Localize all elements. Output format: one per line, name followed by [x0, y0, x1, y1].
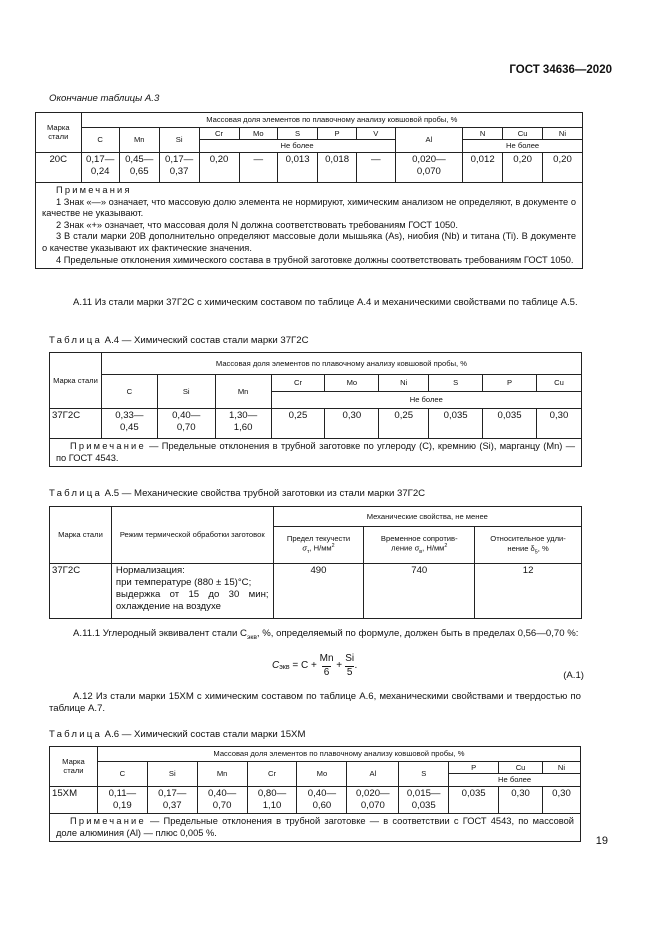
cell-p: 0,018 — [318, 152, 357, 182]
table-row — [50, 786, 581, 813]
table-row — [50, 409, 582, 439]
cell-c: 0,33— 0,45 — [101, 409, 157, 439]
col-elongation-header: Относительное удли- нение $\delta_5$, % — [475, 527, 582, 564]
cell-cu: 0,30 — [499, 786, 543, 813]
cell-mo: 0,40— 0,60 — [297, 786, 347, 813]
col-v: V — [357, 128, 395, 140]
table-a5-caption: Таблица А.5 — Механические свойства трубной заготовки из стали марки 37Г2С — [49, 488, 426, 499]
cell-mode: Нормализация: при температуре (880 ± 15)°C; выдержка от 15 до 30 мин; охлаждение на воздухе — [111, 564, 273, 619]
table-note: Примечание — Предельные отклонения в трубной заготовке по углероду (C), кремнию (Si), марганцу (Mn) — по ГОСТ 4543. — [50, 439, 582, 467]
cell-s: 0,013 — [278, 152, 318, 182]
table-a6 — [49, 746, 581, 842]
col-cu: Cu — [499, 762, 543, 774]
fraction-mn: $\frac{Mn}{6}$ — [319, 653, 334, 678]
col-cu: Cu — [537, 375, 582, 392]
cell-mo: — — [239, 152, 278, 182]
page-number: 19 — [595, 835, 608, 848]
cell-mo: 0,30 — [325, 409, 379, 439]
col-c: C — [81, 128, 119, 153]
cell-al: 0,020— 0,070 — [347, 786, 399, 813]
formula-a1: С $_{экв}$ = С + $\frac{Mn}{6}$ + $\frac{Si}{5}$ . — [272, 653, 358, 678]
col-mn: Mn — [197, 762, 247, 787]
group-header: Механические свойства, не менее — [273, 507, 581, 527]
cell-si: 0,40— 0,70 — [157, 409, 215, 439]
col-grade-header: Марка стали — [36, 113, 82, 153]
note-1: 1 Знак «—» означает, что массовую долю элемента не нормируют, химическим анализом не определяют, в документе о качестве не указывают. — [42, 196, 576, 219]
not-more-header: Не более — [463, 140, 583, 152]
cell-cu: 0,20 — [503, 152, 543, 182]
col-mn: Mn — [119, 128, 159, 153]
cell-cr: 0,25 — [271, 409, 325, 439]
col-p: P — [318, 128, 357, 140]
paragraph-a12: А.12 Из стали марки 15ХМ с химическим составом по таблице А.6, механическими свойствами и твердостью по таблице А.7. — [49, 691, 581, 714]
cell-c: 0,17— 0,24 — [81, 152, 119, 182]
col-cu: Cu — [503, 128, 543, 140]
cell-v: — — [357, 152, 395, 182]
cell-elongation: 12 — [475, 564, 582, 619]
cell-cr: 0,80— 1,10 — [247, 786, 297, 813]
col-grade-header: Марка стали — [50, 353, 102, 409]
not-more-header: Не более — [271, 392, 581, 409]
cell-si: 0,17— 0,37 — [147, 786, 197, 813]
cell-grade: 15ХМ — [50, 786, 98, 813]
col-mo: Mo — [239, 128, 278, 140]
col-ni: Ni — [543, 762, 581, 774]
cell-cu: 0,30 — [537, 409, 582, 439]
col-al: Al — [395, 128, 463, 153]
table-row — [50, 564, 582, 619]
col-c: C — [101, 375, 157, 409]
cell-tensile: 740 — [364, 564, 475, 619]
cell-ni: 0,20 — [543, 152, 583, 182]
not-more-header: Не более — [199, 140, 395, 152]
note-2: 2 Знак «+» означает, что массовая доля N должна соответствовать требованиям ГОСТ 1050. — [56, 219, 458, 230]
cell-ni: 0,30 — [543, 786, 581, 813]
note-3: 3 В стали марки 20В дополнительно определяют массовые доли мышьяка (As), ниобия (Nb) и титана (Ti). В документе о качестве указывают их фактические значения. — [42, 231, 576, 254]
cell-n: 0,012 — [463, 152, 503, 182]
paragraph-a111: А.11.1 Углеродный эквивалент стали $С_{экв}$, %, определяемый по формуле, должен быть в пределах 0,56—0,70 %: — [73, 628, 579, 641]
cell-al: 0,020— 0,070 — [395, 152, 463, 182]
cell-grade: 37Г2С — [50, 564, 112, 619]
group-header: Массовая доля элементов по плавочному анализу ковшовой пробы, % — [81, 113, 582, 128]
col-tensile-header: Временное сопротив- ление $\sigma_в$, $Н/мм^2$ — [364, 527, 475, 564]
table-a3-caption: Окончание таблицы А.3 — [49, 93, 160, 104]
col-n: N — [463, 128, 503, 140]
col-cr: Cr — [271, 375, 325, 392]
formula-number: (А.1) — [563, 670, 584, 681]
col-p: P — [449, 762, 499, 774]
cell-p: 0,035 — [449, 786, 499, 813]
not-more-header: Не более — [449, 774, 581, 786]
group-header: Массовая доля элементов по плавочному анализу ковшовой пробы, % — [101, 353, 581, 375]
col-ni: Ni — [379, 375, 429, 392]
cell-yield: 490 — [273, 564, 364, 619]
table-a4 — [49, 352, 582, 467]
paragraph-a11: А.11 Из стали марки 37Г2С с химическим составом по таблице А.4 и механическими свойствами по таблице А.5. — [73, 297, 578, 308]
cell-s: 0,035 — [429, 409, 483, 439]
col-cr: Cr — [199, 128, 239, 140]
col-c: C — [97, 762, 147, 787]
col-yield-header: Предел текучести $\sigma_т$, $Н/мм^2$ — [273, 527, 364, 564]
col-s: S — [278, 128, 318, 140]
col-mode-header: Режим термической обработки заготовок — [111, 507, 273, 564]
cell-grade: 37Г2С — [50, 409, 102, 439]
col-p: P — [483, 375, 537, 392]
table-a3-end — [35, 112, 583, 269]
note-4: 4 Предельные отклонения химического состава в трубной заготовке должны соответствовать требованиям ГОСТ 1050. — [56, 254, 574, 265]
cell-cr: 0,20 — [199, 152, 239, 182]
group-header: Массовая доля элементов по плавочному анализу ковшовой пробы, % — [97, 747, 580, 762]
col-s: S — [429, 375, 483, 392]
col-grade-header: Марка стали — [50, 747, 98, 787]
col-si: Si — [159, 128, 199, 153]
col-mn: Mn — [215, 375, 271, 409]
table-a6-caption: Таблица А.6 — Химический состав стали марки 15ХМ — [49, 729, 306, 740]
col-cr: Cr — [247, 762, 297, 787]
col-si: Si — [147, 762, 197, 787]
table-row — [36, 152, 583, 182]
notes-title: Примечания — [56, 184, 132, 195]
col-si: Si — [157, 375, 215, 409]
cell-grade: 20С — [36, 152, 82, 182]
col-grade-header: Марка стали — [50, 507, 112, 564]
cell-mn: 1,30— 1,60 — [215, 409, 271, 439]
cell-ni: 0,25 — [379, 409, 429, 439]
table-a5 — [49, 506, 582, 619]
fraction-si: $\frac{Si}{5}$ — [345, 653, 355, 678]
document-header: ГОСТ 34636—2020 — [509, 64, 612, 76]
cell-mn: 0,45— 0,65 — [119, 152, 159, 182]
table-notes — [36, 182, 583, 268]
col-ni: Ni — [543, 128, 583, 140]
col-al: Al — [347, 762, 399, 787]
col-mo: Mo — [325, 375, 379, 392]
table-note: Примечание — Предельные отклонения в трубной заготовке — в соответствии с ГОСТ 4543, по массовой доле алюминия (Al) — плюс 0,005 %. — [50, 813, 581, 841]
cell-mn: 0,40— 0,70 — [197, 786, 247, 813]
col-s: S — [399, 762, 449, 787]
cell-p: 0,035 — [483, 409, 537, 439]
cell-s: 0,015— 0,035 — [399, 786, 449, 813]
col-mo: Mo — [297, 762, 347, 787]
table-a4-caption: Таблица А.4 — Химический состав стали марки 37Г2С — [49, 335, 309, 346]
cell-si: 0,17— 0,37 — [159, 152, 199, 182]
cell-c: 0,11— 0,19 — [97, 786, 147, 813]
